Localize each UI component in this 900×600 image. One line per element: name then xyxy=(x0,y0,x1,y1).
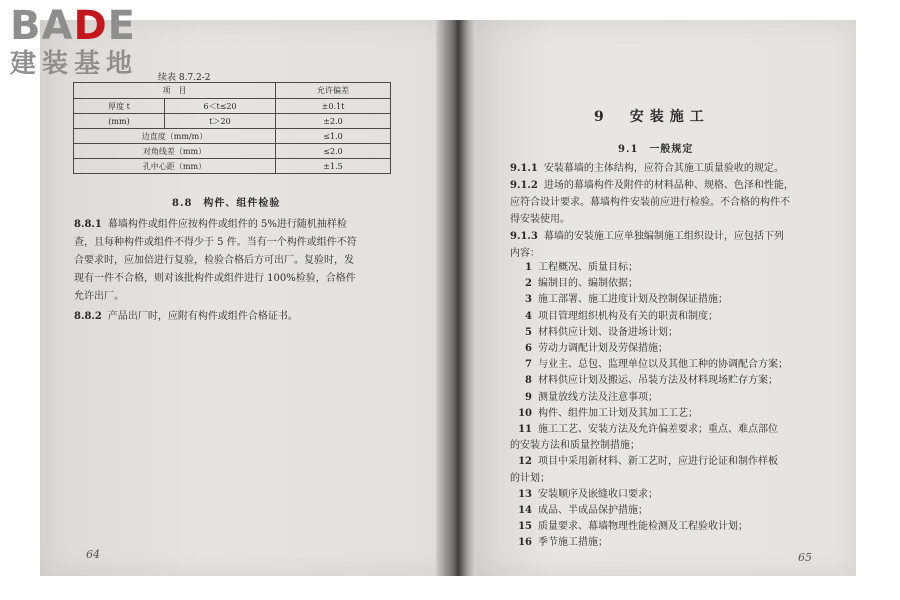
list-item xyxy=(510,325,830,340)
list-item-number: 14 xyxy=(518,505,532,516)
table-cell: 边直度（mm/m） xyxy=(74,129,276,144)
table-cell: ≤1.0 xyxy=(276,129,391,144)
list-item xyxy=(510,341,830,356)
text-line: 进场的幕墙构件及附件的材料品种、规格、色泽和性能， xyxy=(543,180,794,191)
list-item-number: 12 xyxy=(518,456,532,468)
list-item xyxy=(510,471,830,486)
section-title-9-1: 9.1 一般规定 xyxy=(618,144,694,155)
list-item-number: 3 xyxy=(525,294,532,306)
clause-number: 8.8.1 xyxy=(74,219,102,230)
book-gutter xyxy=(436,20,476,576)
text-line: 应符合设计要求。幕墙构件安装前应进行检验。不合格的构件不 xyxy=(510,197,790,208)
table-row xyxy=(74,99,391,114)
list-item-number: 6 xyxy=(525,343,532,354)
table-cell: 对角线差（mm） xyxy=(74,144,276,159)
text-line: 幕墙的安装施工应单独编制施工组织设计，应包括下列 xyxy=(543,231,784,242)
table-cell: ±0.1t xyxy=(276,99,391,114)
page-number-right: 65 xyxy=(798,551,812,564)
text-line: 产品出厂时，应附有构件或组件合格证书。 xyxy=(107,311,298,322)
table-caption: 续表 8.7.2-2 xyxy=(158,73,211,83)
list-item xyxy=(510,357,830,372)
list-item xyxy=(510,438,830,453)
list-item-number: 15 xyxy=(518,521,532,533)
tolerance-table xyxy=(73,82,391,174)
list-item-number: 8 xyxy=(525,375,532,387)
text-line: 合要求时，应加倍进行复验，检验合格后方可出厂。复验时，发 xyxy=(74,255,354,266)
list-item-text: 构件、组件加工计划及其加工工艺； xyxy=(538,407,698,419)
page-number-left: 64 xyxy=(86,548,100,561)
logo-wordmark: BADE xyxy=(10,3,136,49)
text-line: 允许出厂。 xyxy=(74,291,124,302)
list-item-text: 工程概况、质量目标； xyxy=(538,262,638,273)
list-item xyxy=(510,503,830,518)
list-item xyxy=(510,292,830,307)
list-item-text: 编制目的、编制依据； xyxy=(538,278,638,290)
table-row xyxy=(74,129,391,144)
table-cell: 厚度 t xyxy=(74,99,165,114)
table-cell: 6＜t≤20 xyxy=(165,99,276,114)
list-item xyxy=(510,422,830,437)
paragraph-9-1-1-to-9-1-3 xyxy=(510,160,840,262)
table-cell: (mm) xyxy=(74,114,165,129)
clause-number: 8.8.2 xyxy=(74,311,102,322)
list-item xyxy=(510,519,830,534)
table-cell: 孔中心距（mm） xyxy=(74,159,276,174)
text-line: 查，且每种构件或组件不得少于 5 件。当有一个构件或组件不符 xyxy=(74,237,357,248)
clause-number: 9.1.1 xyxy=(510,163,538,174)
list-item-number: 13 xyxy=(518,488,532,500)
table-cell: t＞20 xyxy=(165,114,276,129)
list-item-text: 的安装方法和质量控制措施； xyxy=(510,440,640,452)
text-line: 得安装使用。 xyxy=(510,214,570,225)
paragraph-8-8-1 xyxy=(74,216,404,326)
list-item xyxy=(510,454,830,469)
list-item-text: 项目中采用新材料、新工艺时，应进行论证和制作样板 xyxy=(538,456,778,468)
list-item xyxy=(510,309,830,324)
list-item-text: 劳动力调配计划及劳保措施； xyxy=(538,343,668,354)
table-cell: ≤2.0 xyxy=(276,144,391,159)
list-item-text: 施工工艺、安装方法及允许偏差要求；重点、难点部位 xyxy=(538,424,778,435)
list-item-text: 测量放线方法及注意事项； xyxy=(538,391,658,403)
list-item xyxy=(510,373,830,388)
text-line: 现有一件不合格，则对该批构件或组件进行 100%检验，合格件 xyxy=(74,273,356,284)
list-item-number: 9 xyxy=(525,391,532,403)
table-cell: ±1.5 xyxy=(276,159,391,174)
list-item-text: 与业主、总包、监理单位以及其他工种的协调配合方案； xyxy=(538,359,788,371)
list-item-number: 16 xyxy=(518,537,532,549)
list-item xyxy=(510,390,830,405)
text-line: 幕墙构件或组件应按构件或组件的 5%进行随机抽样检 xyxy=(107,219,347,230)
clause-number: 9.1.3 xyxy=(510,231,538,242)
table-cell: ±2.0 xyxy=(276,114,391,129)
table-header-tolerance: 允许偏差 xyxy=(276,83,391,99)
text-line: 安装幕墙的主体结构，应符合其施工质量验收的规定。 xyxy=(543,163,784,174)
list-item-text: 项目管理组织机构及有关的职责和制度； xyxy=(538,310,718,322)
clause-number: 9.1.2 xyxy=(510,180,538,191)
list-item-number: 11 xyxy=(518,424,532,435)
list-item-text: 材料供应计划及搬运、吊装方法及材料现场贮存方案； xyxy=(538,375,778,387)
list-item xyxy=(510,535,830,550)
list-item-text: 材料供应计划、设备进场计划； xyxy=(538,326,678,338)
logo-chinese: 建装基地 xyxy=(10,49,139,79)
text-line: 内容： xyxy=(510,248,540,259)
list-item-text: 安装顺序及嵌缝收口要求； xyxy=(538,488,658,500)
list-item-number: 4 xyxy=(525,310,532,322)
list-item-text: 施工部署、施工进度计划及控制保证措施； xyxy=(538,294,728,306)
table-row xyxy=(74,159,391,174)
list-item-number: 10 xyxy=(518,407,532,419)
chapter-title: 9 安装施工 xyxy=(594,109,710,125)
list-item xyxy=(510,260,830,275)
list-item xyxy=(510,276,830,291)
table-row xyxy=(74,114,391,129)
list-item xyxy=(510,487,830,502)
list-item-text: 的计划； xyxy=(510,472,550,484)
table-header-row xyxy=(74,83,391,99)
list-item-number: 1 xyxy=(525,262,532,273)
table-header-item: 项 目 xyxy=(74,83,276,99)
list-item-text: 季节施工措施； xyxy=(538,537,608,549)
list-item-text: 质量要求、幕墙物理性能检测及工程验收计划； xyxy=(538,521,748,533)
list-item xyxy=(510,406,830,421)
section-title-8-8: 8.8 构件、组件检验 xyxy=(172,198,281,209)
bade-logo xyxy=(10,3,180,80)
list-item-text: 成品、半成品保护措施； xyxy=(538,505,648,516)
table-row xyxy=(74,144,391,159)
list-item-number: 2 xyxy=(525,278,532,290)
list-item-number: 5 xyxy=(525,326,532,338)
list-item-number: 7 xyxy=(525,359,532,371)
